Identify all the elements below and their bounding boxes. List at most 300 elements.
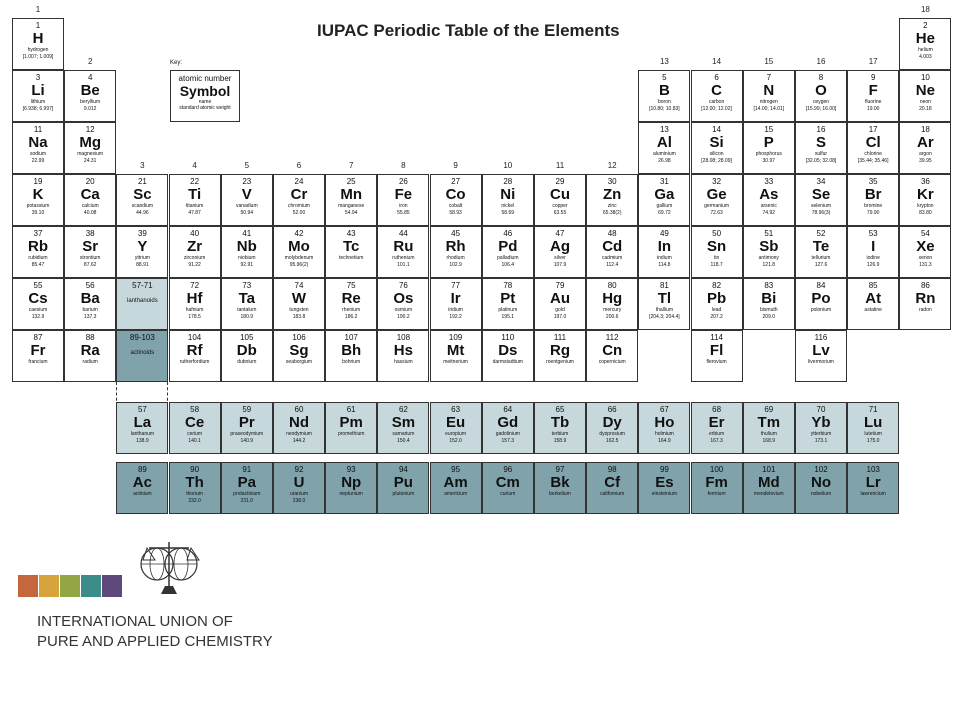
element-atomic-number: 41 — [242, 229, 252, 238]
element-symbol: P — [763, 134, 774, 151]
element-atomic-number: 4 — [87, 73, 93, 82]
element-symbol: Li — [31, 82, 45, 99]
element-name: californium — [600, 491, 625, 497]
element-name: promethium — [337, 431, 365, 437]
element-atomic-number: 88 — [85, 333, 95, 342]
element-atomic-number: 72 — [190, 281, 200, 290]
placeholder-label: lanthanoids — [127, 298, 158, 304]
group-number-17: 17 — [868, 57, 878, 66]
element-name: francium — [28, 359, 48, 365]
element-weight: 85.47 — [31, 262, 45, 268]
group-number-16: 16 — [816, 57, 826, 66]
element-atomic-number: 106 — [292, 333, 306, 342]
element-cell-hf — [169, 278, 221, 330]
element-symbol: Pb — [707, 290, 727, 307]
element-symbol: N — [763, 82, 775, 99]
element-cell-mt — [430, 330, 482, 382]
element-weight: 127.6 — [814, 262, 828, 268]
element-atomic-number: 49 — [659, 229, 669, 238]
organization-line-2: PURE AND APPLIED CHEMISTRY — [37, 633, 273, 650]
element-weight: 26.98 — [658, 158, 671, 164]
element-atomic-number: 71 — [868, 405, 878, 414]
element-symbol: Ra — [80, 342, 100, 359]
element-symbol: La — [133, 414, 152, 431]
element-symbol: Cf — [604, 474, 621, 491]
element-atomic-number: 9 — [870, 73, 876, 82]
element-cell-pb — [691, 278, 743, 330]
element-name: technetium — [338, 255, 364, 261]
element-cell-cs — [12, 278, 64, 330]
element-cell-c — [691, 70, 743, 122]
element-name: platinum — [498, 307, 518, 313]
element-atomic-number: 76 — [398, 281, 408, 290]
element-symbol: Gd — [497, 414, 519, 431]
element-symbol: Cl — [865, 134, 881, 151]
group-number-4: 4 — [192, 161, 197, 170]
element-weight: 131.3 — [919, 262, 932, 268]
element-cell-ba — [64, 278, 116, 330]
element-name: protactinium — [233, 491, 261, 497]
element-name: curium — [500, 491, 516, 497]
element-symbol: Si — [709, 134, 724, 151]
element-cell-ca — [64, 174, 116, 226]
element-symbol: Tb — [550, 414, 570, 431]
organization-name — [37, 612, 273, 652]
element-cell-au — [534, 278, 586, 330]
element-atomic-number: 30 — [607, 177, 617, 186]
element-atomic-number: 54 — [920, 229, 930, 238]
element-name: dysprosium — [599, 431, 625, 437]
element-atomic-number: 84 — [816, 281, 826, 290]
element-cell-ta — [221, 278, 273, 330]
element-atomic-number: 8 — [818, 73, 824, 82]
element-atomic-number: 46 — [503, 229, 513, 238]
lanthanoid-cell-ho — [638, 402, 690, 454]
group-number-2: 2 — [87, 57, 93, 66]
element-weight: 180.9 — [240, 314, 254, 320]
element-weight: 83.80 — [919, 210, 932, 216]
element-name: europium — [445, 431, 467, 437]
element-weight: [14.00; 14.01] — [753, 106, 785, 112]
element-name: gold — [555, 307, 565, 313]
element-name: berkelium — [549, 491, 571, 497]
element-weight: 30.97 — [762, 158, 776, 164]
element-weight: 144.2 — [292, 438, 306, 444]
element-name: hassium — [394, 359, 413, 365]
element-weight: 175.0 — [866, 438, 880, 444]
element-cell-po — [795, 278, 847, 330]
element-weight: 55.85 — [397, 210, 410, 216]
element-atomic-number: 43 — [346, 229, 356, 238]
element-weight: 88.91 — [136, 262, 149, 268]
element-cell-pd — [482, 226, 534, 278]
element-symbol: Pt — [500, 290, 516, 307]
element-name: barium — [82, 307, 98, 313]
group-number-7: 7 — [348, 161, 354, 170]
color-swatch — [18, 575, 38, 597]
element-atomic-number: 68 — [712, 405, 722, 414]
element-atomic-number: 50 — [712, 229, 722, 238]
element-name: actinium — [133, 491, 152, 497]
color-swatch — [102, 575, 122, 597]
element-name: lutetium — [864, 431, 882, 437]
element-weight: 87.62 — [83, 262, 97, 268]
element-cell-rb — [12, 226, 64, 278]
group-number-8: 8 — [401, 161, 406, 170]
element-name: molybdenum — [284, 255, 314, 261]
element-cell-ge — [691, 174, 743, 226]
element-atomic-number: 2 — [923, 21, 928, 30]
lanthanoid-cell-eu — [430, 402, 482, 454]
element-cell-mo — [273, 226, 325, 278]
element-symbol: Rb — [28, 238, 48, 255]
element-cell-sb — [743, 226, 795, 278]
element-atomic-number: 1 — [35, 21, 41, 30]
element-symbol: Sn — [707, 238, 727, 255]
element-atomic-number: 40 — [190, 229, 200, 238]
element-name: helium — [918, 47, 933, 53]
element-cell-ds — [482, 330, 534, 382]
element-weight: 112.4 — [606, 262, 619, 268]
element-name: gallium — [656, 203, 673, 209]
element-name: magnesium — [77, 151, 104, 157]
element-weight: 20.18 — [919, 106, 932, 112]
element-atomic-number: 82 — [712, 281, 722, 290]
color-swatch — [60, 575, 80, 597]
actinoid-cell-am — [430, 462, 482, 514]
element-name: sodium — [29, 151, 47, 157]
element-atomic-number: 78 — [503, 281, 513, 290]
group-number-12: 12 — [607, 161, 617, 170]
element-symbol: Mn — [340, 186, 363, 203]
element-symbol: Fr — [30, 342, 46, 359]
element-weight: [10.80; 10.83] — [649, 106, 680, 112]
actinoid-cell-u — [273, 462, 325, 514]
element-symbol: Zr — [187, 238, 203, 255]
element-name: xenon — [918, 255, 933, 261]
element-atomic-number: 42 — [294, 229, 304, 238]
element-name: gadolinium — [495, 431, 520, 437]
element-cell-f — [847, 70, 899, 122]
element-name: rhenium — [342, 307, 361, 313]
element-cell-w — [273, 278, 325, 330]
element-symbol: Sc — [133, 186, 152, 203]
element-name: rutherfordium — [179, 359, 210, 365]
element-weight: 4.003 — [919, 54, 932, 60]
element-atomic-number: 15 — [764, 125, 774, 134]
element-symbol: Cd — [602, 238, 623, 255]
element-symbol: F — [868, 82, 878, 99]
element-atomic-number: 97 — [555, 465, 565, 474]
element-name: indium — [657, 255, 672, 261]
element-name: copper — [552, 203, 568, 209]
element-symbol: Ba — [80, 290, 100, 307]
element-weight: 232.0 — [188, 498, 201, 504]
element-name: boron — [657, 99, 671, 105]
element-weight: 54.94 — [344, 210, 358, 216]
element-cell-cn — [586, 330, 638, 382]
element-weight: 19.00 — [866, 106, 880, 112]
element-symbol: Sm — [391, 414, 416, 431]
element-atomic-number: 58 — [190, 405, 200, 414]
placeholder-label: actinoids — [130, 350, 155, 356]
element-weight: 195.1 — [501, 314, 515, 320]
element-symbol: Db — [236, 342, 257, 359]
element-symbol: Fm — [705, 474, 728, 491]
group-number-6: 6 — [296, 161, 302, 170]
lanthanoid-cell-sm — [377, 402, 429, 454]
element-atomic-number: 27 — [451, 177, 461, 186]
element-weight: 79.90 — [866, 210, 880, 216]
element-atomic-number: 100 — [709, 465, 724, 474]
placeholder-range: 89-103 — [129, 333, 155, 342]
group-number-5: 5 — [244, 161, 250, 170]
element-symbol: C — [711, 82, 723, 99]
element-name: tungsten — [289, 307, 309, 313]
element-cell-k — [12, 174, 64, 226]
element-name: arsenic — [760, 203, 777, 209]
element-name: ytterbium — [810, 431, 832, 437]
element-symbol: Hg — [602, 290, 623, 307]
element-atomic-number: 75 — [346, 281, 356, 290]
element-atomic-number: 48 — [607, 229, 617, 238]
element-name: lead — [711, 307, 722, 313]
element-symbol: W — [291, 290, 307, 307]
element-weight: 39.95 — [919, 158, 932, 164]
element-atomic-number: 65 — [555, 405, 565, 414]
element-atomic-number: 107 — [344, 333, 358, 342]
element-cell-cl — [847, 122, 899, 174]
element-cell-tc — [325, 226, 377, 278]
element-atomic-number: 25 — [346, 177, 356, 186]
element-name: krypton — [917, 203, 934, 209]
element-cell-sn — [691, 226, 743, 278]
element-name: germanium — [704, 203, 730, 209]
element-weight: 58.93 — [449, 210, 462, 216]
element-name: zirconium — [183, 255, 206, 261]
element-name: selenium — [810, 203, 831, 209]
element-atomic-number: 109 — [448, 333, 463, 342]
element-symbol: Lv — [812, 342, 830, 359]
element-name: yttrium — [134, 255, 150, 261]
element-symbol: Rh — [445, 238, 466, 255]
element-symbol: Te — [812, 238, 830, 255]
element-weight: 183.8 — [292, 314, 306, 320]
element-name: dubnium — [237, 359, 257, 365]
element-cell-p — [743, 122, 795, 174]
element-atomic-number: 34 — [816, 177, 826, 186]
element-symbol: Na — [28, 134, 48, 151]
element-atomic-number: 17 — [868, 125, 878, 134]
element-name: plutonium — [392, 491, 415, 497]
element-symbol: Co — [445, 186, 466, 203]
element-symbol: Lu — [864, 414, 883, 431]
element-name: neptunium — [339, 491, 363, 497]
element-cell-in — [638, 226, 690, 278]
element-name: manganese — [338, 203, 365, 209]
element-symbol: Mg — [79, 134, 102, 151]
element-atomic-number: 5 — [662, 73, 667, 82]
element-weight: 72.63 — [710, 210, 723, 216]
element-weight: 178.5 — [188, 314, 201, 320]
element-atomic-number: 6 — [714, 73, 719, 82]
element-cell-n — [743, 70, 795, 122]
element-name: lithium — [30, 99, 46, 105]
element-name: beryllium — [80, 99, 101, 105]
element-weight: [12.00; 12.02] — [701, 106, 732, 112]
actinoid-cell-fm — [691, 462, 743, 514]
element-symbol: Dy — [602, 414, 622, 431]
group-number-18: 18 — [920, 5, 930, 14]
iupac-globe-balance-icon — [135, 538, 201, 605]
element-atomic-number: 10 — [920, 73, 930, 82]
element-cell-ni — [482, 174, 534, 226]
actinoid-cell-th — [169, 462, 221, 514]
element-symbol: O — [815, 82, 827, 99]
element-atomic-number: 18 — [920, 125, 930, 134]
element-atomic-number: 60 — [294, 405, 304, 414]
element-symbol: B — [658, 82, 670, 99]
element-atomic-number: 116 — [814, 333, 828, 342]
element-name: iridium — [448, 307, 463, 313]
element-weight: 150.4 — [397, 438, 410, 444]
group-number-14: 14 — [712, 57, 722, 66]
element-cell-sr — [64, 226, 116, 278]
element-name: bromine — [864, 203, 883, 209]
element-cell-bh — [325, 330, 377, 382]
element-name: thallium — [655, 307, 673, 313]
element-name: osmium — [394, 307, 413, 313]
element-cell-fl — [691, 330, 743, 382]
element-weight: 197.0 — [553, 314, 567, 320]
element-atomic-number: 16 — [816, 125, 826, 134]
element-cell-si — [691, 122, 743, 174]
element-symbol: Tm — [757, 414, 781, 431]
element-atomic-number: 52 — [816, 229, 826, 238]
element-atomic-number: 98 — [607, 465, 617, 474]
element-symbol: U — [293, 474, 305, 491]
element-cell-cd — [586, 226, 638, 278]
element-weight: 24.31 — [83, 158, 97, 164]
element-atomic-number: 3 — [35, 73, 41, 82]
group-number-3: 3 — [140, 161, 145, 170]
actinoid-cell-cf — [586, 462, 638, 514]
element-symbol: Th — [185, 474, 204, 491]
element-cell-ga — [638, 174, 690, 226]
element-atomic-number: 99 — [659, 465, 669, 474]
element-name: nobelium — [810, 491, 832, 497]
element-symbol: Ru — [393, 238, 414, 255]
element-atomic-number: 59 — [242, 405, 252, 414]
lanthanoid-connector-line-right — [116, 382, 117, 406]
element-symbol: Nd — [289, 414, 309, 431]
element-weight: 138.9 — [136, 438, 149, 444]
element-atomic-number: 86 — [920, 281, 930, 290]
element-name: aluminium — [652, 151, 676, 157]
element-cell-xe — [899, 226, 951, 278]
group-number-13: 13 — [659, 57, 669, 66]
element-name: tantalum — [237, 307, 257, 313]
element-atomic-number: 37 — [33, 229, 43, 238]
element-name: chlorine — [864, 151, 882, 157]
element-name: thulium — [760, 431, 777, 437]
element-name: strontium — [79, 255, 101, 261]
element-atomic-number: 83 — [764, 281, 774, 290]
element-symbol: In — [657, 238, 672, 255]
element-name: nickel — [501, 203, 515, 209]
element-symbol: Bh — [341, 342, 362, 359]
element-name: silver — [554, 255, 566, 261]
lanthanoids-placeholder-cell — [116, 278, 168, 330]
element-name: meitnerium — [443, 359, 468, 365]
element-symbol: Zn — [603, 186, 622, 203]
element-cell-co — [430, 174, 482, 226]
element-name: zinc — [607, 203, 617, 209]
element-atomic-number: 74 — [294, 281, 304, 290]
element-cell-zn — [586, 174, 638, 226]
element-cell-v — [221, 174, 273, 226]
element-name: holmium — [654, 431, 674, 437]
element-weight: 65.38(2) — [602, 210, 622, 216]
element-weight: [15.99; 16.00] — [805, 106, 837, 112]
element-symbol: Po — [811, 290, 831, 307]
element-weight: 140.1 — [188, 438, 201, 444]
element-weight: 209.0 — [762, 314, 776, 320]
element-cell-at — [847, 278, 899, 330]
element-symbol: Xe — [916, 238, 935, 255]
element-cell-mg — [64, 122, 116, 174]
element-cell-hs — [377, 330, 429, 382]
element-weight: 47.87 — [188, 210, 201, 216]
element-name: bohrium — [342, 359, 361, 365]
element-weight: 118.7 — [710, 262, 723, 268]
element-weight: 200.6 — [605, 314, 619, 320]
element-name: palladium — [497, 255, 519, 261]
element-cell-sc — [116, 174, 168, 226]
actinoids-placeholder-cell — [116, 330, 168, 382]
element-symbol: Pa — [237, 474, 256, 491]
element-cell-hg — [586, 278, 638, 330]
element-atomic-number: 33 — [764, 177, 774, 186]
element-name: rubidium — [28, 255, 48, 261]
key-atomic-number: atomic number — [178, 74, 232, 83]
element-symbol: Es — [655, 474, 674, 491]
element-cell-bi — [743, 278, 795, 330]
element-symbol: Cs — [28, 290, 48, 307]
element-cell-cr — [273, 174, 325, 226]
element-atomic-number: 19 — [33, 177, 43, 186]
element-atomic-number: 21 — [137, 177, 147, 186]
element-name: argon — [918, 151, 932, 157]
actinoid-cell-pu — [377, 462, 429, 514]
element-symbol: Os — [393, 290, 414, 307]
element-cell-pt — [482, 278, 534, 330]
element-atomic-number: 29 — [555, 177, 565, 186]
element-weight: 91.22 — [188, 262, 201, 268]
actinoid-cell-bk — [534, 462, 586, 514]
lanthanoid-cell-tb — [534, 402, 586, 454]
element-atomic-number: 70 — [816, 405, 826, 414]
element-cell-he — [899, 18, 951, 70]
lanthanoid-cell-tm — [743, 402, 795, 454]
element-atomic-number: 24 — [294, 177, 304, 186]
lanthanoid-cell-lu — [847, 402, 899, 454]
element-cell-kr — [899, 174, 951, 226]
actinoid-cell-pa — [221, 462, 273, 514]
element-cell-se — [795, 174, 847, 226]
element-name: rhodium — [446, 255, 465, 261]
element-atomic-number: 35 — [868, 177, 878, 186]
